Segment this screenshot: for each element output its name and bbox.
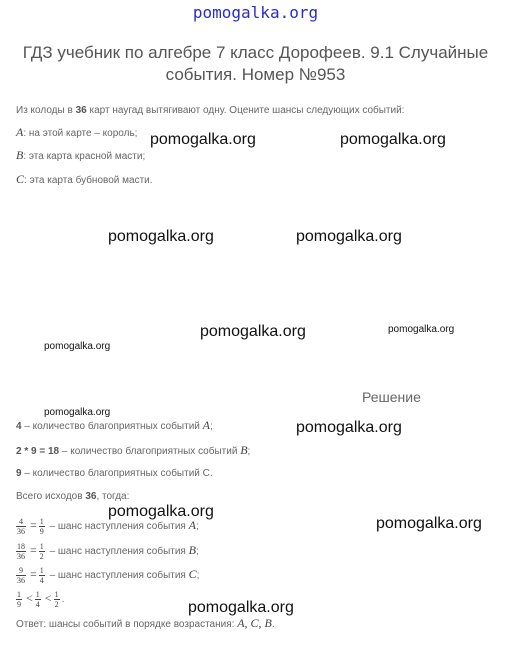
f3-var: C	[188, 567, 197, 582]
event-a-text: : на этой карте – король;	[23, 128, 138, 139]
f1-end: ;	[195, 521, 199, 533]
problem-intro	[16, 104, 404, 118]
f2-equals: =	[30, 543, 37, 558]
s4-num: 36	[85, 491, 97, 502]
f2-text: – шанс наступления события	[49, 546, 186, 558]
s2-text: – количество благоприятных событий	[61, 446, 238, 457]
cmp-end: .	[61, 594, 65, 606]
f3-text: – шанс наступления события	[49, 570, 186, 582]
s3-num: 9	[16, 468, 22, 479]
event-b-text: : эта карта красной масти;	[23, 151, 146, 162]
f1-var: A	[188, 518, 196, 533]
solution-heading: Решение	[362, 389, 421, 405]
f1-denominator: 36	[17, 527, 25, 536]
comparison-line	[16, 590, 64, 609]
s2-num: 2 * 9 = 18	[16, 446, 60, 457]
watermark: pomogalka.org	[108, 228, 214, 245]
f2-reduced	[39, 542, 45, 561]
watermark: pomogalka.org	[296, 419, 402, 436]
watermark: pomogalka.org	[388, 324, 455, 335]
f3-end: ;	[196, 570, 200, 582]
solution-line-4	[16, 490, 129, 504]
watermark: pomogalka.org	[188, 599, 294, 616]
s3-text: – количество благоприятных событий С.	[24, 468, 213, 479]
event-a-var: A	[16, 125, 24, 139]
solution-line-1	[16, 418, 213, 434]
f2-fraction	[16, 542, 26, 561]
f3-reduced-denominator: 4	[39, 576, 44, 585]
s2-end: ;	[247, 446, 251, 457]
f3-numerator: 9	[16, 566, 26, 576]
f3-reduced-numerator: 1	[39, 566, 44, 575]
f1-reduced	[39, 517, 45, 536]
watermark: pomogalka.org	[200, 323, 306, 340]
watermark: pomogalka.org	[44, 407, 111, 418]
cmp-b	[35, 590, 41, 609]
f2-reduced-numerator: 1	[39, 542, 44, 551]
s1-var: A	[202, 418, 211, 432]
event-b	[16, 148, 145, 164]
event-c-var: C	[16, 172, 25, 186]
event-b-var: B	[16, 148, 24, 162]
f3-fraction	[16, 566, 26, 585]
cmp-lt-2: <	[44, 591, 52, 606]
solution-line-3	[16, 467, 213, 481]
f1-reduced-numerator: 1	[39, 517, 44, 526]
s1-end: ;	[210, 421, 213, 432]
f2-denominator: 36	[17, 552, 25, 561]
cmp-c-denominator: 2	[54, 600, 59, 609]
answer-text: Ответ: шансы событий в порядке возрастания:	[16, 619, 235, 630]
cmp-c-numerator: 1	[54, 590, 59, 599]
cmp-a-numerator: 1	[17, 590, 21, 599]
event-c-text: : эта карта бубновой масти.	[24, 175, 153, 186]
f2-reduced-denominator: 2	[39, 552, 44, 561]
event-c	[16, 172, 153, 188]
intro-post: карт наугад вытягивают одну. Оцените шансы следующих событий:	[89, 105, 405, 116]
answer-vars: A, C, B	[237, 616, 272, 630]
s4-post: , тогда:	[96, 491, 130, 502]
watermark: pomogalka.org	[296, 228, 402, 245]
s2-var: B	[240, 443, 248, 457]
watermark: pomogalka.org	[108, 503, 214, 520]
cmp-lt-1: <	[26, 591, 33, 606]
cmp-b-denominator: 4	[35, 600, 40, 609]
f3-denominator: 36	[17, 576, 25, 585]
cmp-c	[54, 590, 60, 609]
f1-numerator: 4	[16, 517, 26, 527]
watermark: pomogalka.org	[376, 515, 482, 532]
s4-pre: Всего исходов	[16, 491, 83, 502]
intro-pre: Из колоды в	[16, 105, 73, 116]
answer-line	[16, 616, 275, 632]
cmp-a	[16, 590, 22, 609]
watermark: pomogalka.org	[150, 131, 256, 148]
site-header-link[interactable]: pomogalka.org	[192, 3, 319, 22]
f1-fraction	[16, 517, 26, 536]
f2-end: ;	[195, 546, 199, 558]
f1-reduced-denominator: 9	[39, 527, 44, 536]
f2-numerator: 18	[17, 542, 25, 551]
intro-number: 36	[75, 105, 87, 116]
page-title: ГДЗ учебник по алгебре 7 класс Дорофеев. 9.1 Случайные события. Номер №953	[22, 43, 489, 84]
watermark: pomogalka.org	[44, 341, 111, 352]
f1-text: – шанс наступления события	[49, 521, 186, 533]
s1-num: 4	[16, 421, 22, 432]
f3-reduced	[39, 566, 45, 585]
event-a	[16, 125, 137, 141]
f2-var: B	[188, 543, 196, 558]
solution-line-2	[16, 443, 250, 459]
fraction-line-c	[16, 566, 199, 585]
f3-equals: =	[30, 567, 37, 582]
f1-equals: =	[30, 518, 37, 533]
answer-end: .	[271, 619, 275, 630]
s1-text: – количество благоприятных событий	[24, 421, 200, 432]
cmp-b-numerator: 1	[35, 590, 40, 599]
watermark: pomogalka.org	[340, 131, 446, 148]
cmp-a-denominator: 9	[17, 600, 21, 609]
fraction-line-b	[16, 542, 199, 561]
